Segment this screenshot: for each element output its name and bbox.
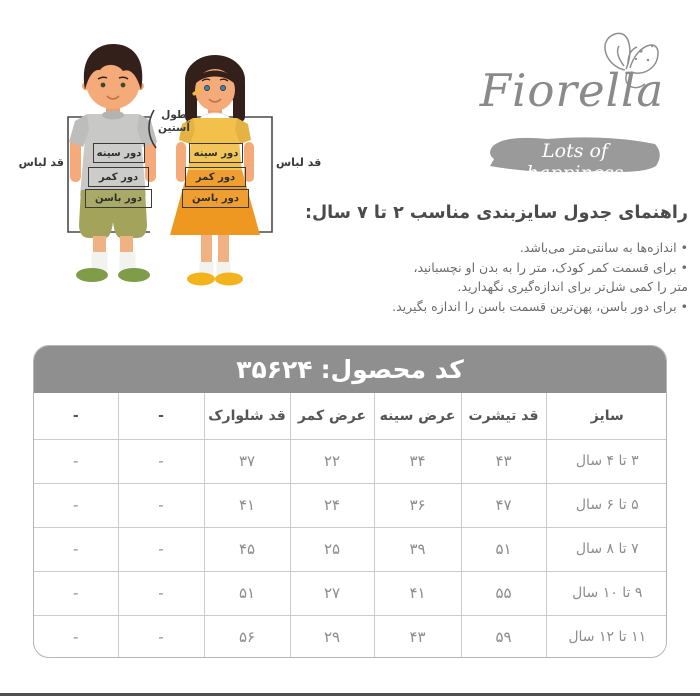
boy-figure xyxy=(69,44,157,282)
cell-value: ۲۵ xyxy=(290,527,374,571)
cell-value: ۴۳ xyxy=(461,439,546,483)
table-row xyxy=(34,571,667,615)
cell-value: - xyxy=(118,483,204,527)
cell-value: - xyxy=(118,615,204,658)
guide-bullet: • برای دور باسن، پهن‌ترین قسمت باسن را اندازه بگیرید. xyxy=(392,298,688,314)
guide-bullet: • اندازه‌ها به سانتی‌متر می‌باشد. xyxy=(519,240,688,255)
table-row xyxy=(34,615,667,658)
brand-tagline: Lots of happiness xyxy=(526,140,624,184)
girl-waist-box: دور کمر xyxy=(185,167,246,187)
col-tshirt-length: قد تیشرت xyxy=(461,393,546,439)
cell-value: ۵۹ xyxy=(461,615,546,658)
boy-chest-box: دور سینه xyxy=(93,143,145,163)
guide-bullet-continuation: متر را کمی شل‌تر برای اندازه‌گیری نگهدارید. xyxy=(457,279,688,294)
garment-length-label-right: قد لباس xyxy=(276,156,322,169)
cell-value: ۲۷ xyxy=(290,571,374,615)
sleeve-length-label: طول آستین xyxy=(158,109,190,134)
cell-value: ۳۹ xyxy=(374,527,461,571)
col-waist-width: عرض کمر xyxy=(290,393,374,439)
size-table-card xyxy=(33,345,667,658)
cell-value: ۲۹ xyxy=(290,615,374,658)
cell-value: ۵۵ xyxy=(461,571,546,615)
cell-value: ۵۱ xyxy=(461,527,546,571)
cell-size: ۱۱ تا ۱۲ سال xyxy=(546,615,667,658)
col-shorts-length: قد شلوارک xyxy=(204,393,290,439)
cell-value: ۳۶ xyxy=(374,483,461,527)
product-code-band xyxy=(34,346,666,393)
product-code-label: کد محصول: xyxy=(320,355,464,384)
cell-value: ۲۲ xyxy=(290,439,374,483)
cell-value: ۲۴ xyxy=(290,483,374,527)
cell-value: - xyxy=(118,571,204,615)
cell-value: ۴۱ xyxy=(204,483,290,527)
girl-chest-box: دور سینه xyxy=(189,143,243,163)
cell-size: ۹ تا ۱۰ سال xyxy=(546,571,667,615)
cell-value: ۳۴ xyxy=(374,439,461,483)
guide-bullet: • برای قسمت کمر کودک، متر را به بدن او نچسبانید، xyxy=(413,259,688,275)
brand-name: Fiorella xyxy=(479,64,665,117)
cell-value: ۵۶ xyxy=(204,615,290,658)
cell-size: ۷ تا ۸ سال xyxy=(546,527,667,571)
girl-hip-box: دور باسن xyxy=(182,189,249,208)
size-guide-text xyxy=(268,203,688,316)
table-row xyxy=(34,483,667,527)
cell-value: - xyxy=(34,615,118,658)
cell-size: ۵ تا ۶ سال xyxy=(546,483,667,527)
cell-value: ۳۷ xyxy=(204,439,290,483)
col-chest-width: عرض سینه xyxy=(374,393,461,439)
col-empty-1: - xyxy=(118,393,204,439)
product-code-value: ۳۵۶۲۴ xyxy=(236,355,313,384)
size-table xyxy=(34,393,667,658)
bottom-divider xyxy=(0,693,700,696)
boy-hip-box: دور باسن xyxy=(85,189,152,208)
cell-value: - xyxy=(118,439,204,483)
cell-value: ۴۵ xyxy=(204,527,290,571)
garment-length-label-left: قد لباس xyxy=(18,156,64,169)
cell-value: - xyxy=(34,571,118,615)
cell-value: - xyxy=(34,483,118,527)
guide-title: راهنمای جدول سایزبندی مناسب ۲ تا ۷ سال: xyxy=(305,203,688,223)
col-empty-2: - xyxy=(34,393,118,439)
cell-value: - xyxy=(34,527,118,571)
cell-value: ۵۱ xyxy=(204,571,290,615)
cell-value: ۴۱ xyxy=(374,571,461,615)
cell-size: ۳ تا ۴ سال xyxy=(546,439,667,483)
table-row xyxy=(34,527,667,571)
boy-waist-box: دور کمر xyxy=(88,167,149,187)
cell-value: ۴۷ xyxy=(461,483,546,527)
col-size: سایز xyxy=(546,393,667,439)
cell-value: ۴۳ xyxy=(374,615,461,658)
table-header-row xyxy=(34,393,667,439)
cell-value: - xyxy=(118,527,204,571)
cell-value: - xyxy=(34,439,118,483)
table-row xyxy=(34,439,667,483)
